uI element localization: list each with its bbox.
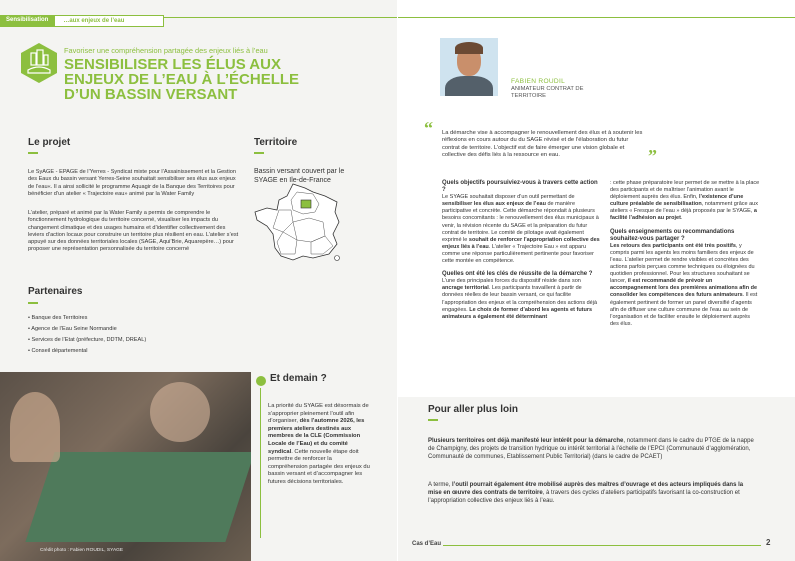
answer-3-d: . Il est également pertinent de former un panel diversifié d’agents afin de diffuser une culture commune de l’eau au sein de l’organisation et de faciliter ensuite le déploiement auprès des élus. xyxy=(610,292,758,327)
water-city-icon xyxy=(20,42,58,84)
answer-2-h: a facilité l’adhésion au projet xyxy=(610,208,757,222)
section-tag: Sensibilisation xyxy=(0,15,54,27)
answer-2-a: L’une des principales forces du dispositif réside dans son xyxy=(442,278,581,285)
answer-2-c: . Les participants travaillent à partir de données réelles de leur bassin versant, ce qui facilite l’appropriation des enjeux et la compréhension des actions déjà engagées. xyxy=(442,285,598,313)
answer-3-a: Les retours des participants ont été très positifs xyxy=(610,242,736,249)
projet-underline xyxy=(28,152,38,154)
section-tags xyxy=(0,15,164,27)
answer-2-e: : cette phase préparatoire leur permet de se mettre à la place des participants et de maîtriser l’animation avant le déploiement auprès des élus. Enfin, xyxy=(610,180,760,201)
person-role: ANIMATEUR CONTRAT DE TERRITOIRE xyxy=(511,86,584,99)
plus-p2-a: A terme, xyxy=(428,482,453,488)
portrait-body-shape xyxy=(445,76,493,96)
interview-column-right xyxy=(610,180,760,328)
open-quote-icon: “ xyxy=(424,118,433,138)
plus-p1-a: Plusieurs territoires ont déjà manifesté leur intérêt pour la démarche xyxy=(428,438,624,444)
demain-line xyxy=(260,388,261,538)
projet-paragraph-2: L’atelier, préparé et animé par la Water Family a permis de comprendre le fonctionnement hydrologique du territoire concerné, visualiser les impacts du changement climatique et des usages humains et d’identifier collectivement des leviers d’action locaux pour construire un territoire plus résilient en eau. L’atelier s’est appuyé sur des données territoriales locales (SAGE, Aqui’Brie, Aquarepère…) pour proposer une représentation personnalisée du territoire concerné xyxy=(28,210,239,253)
plus-loin-heading: Pour aller plus loin xyxy=(428,404,519,415)
demain-text xyxy=(268,403,372,487)
projet-paragraph-1: Le SyAGE - EPAGE de l’Yerres - Syndicat mixte pour l’Assainissement et la Gestion des Eaux du bassin versant Yerres-Seine souhaitait sensibiliser ses élus aux enjeux de l’eau«. Il a ainsi sollicité le programme Aquagir de la Banque des Territoires pour bénéficier d’un atelier « Trajectoire eau» animé par la Water Family xyxy=(28,169,236,197)
plus-p1-b: , notamment dans le cadre du PTGE de la nappe de Champigny, des projets de transition hydrique ou intérêt territorial à l’échelle de l’EPCI (Communauté d’agglomération, Communauté de communes, Etablissement Public Territorial) (dans le cadre de PCAET) xyxy=(428,438,754,460)
answer-2-d: Le choix de former d’abord les agents et futurs animateurs a également été déterminant xyxy=(442,306,593,320)
photo-table-shape xyxy=(25,452,251,542)
plus-loin-paragraph-2 xyxy=(428,482,758,505)
partenaires-underline xyxy=(28,302,38,304)
theme-tag: …aux enjeux de l’eau xyxy=(54,15,164,27)
question-1: Quels objectifs poursuiviez-vous à travers cette action ? xyxy=(442,180,598,194)
demain-text-c: . Cette nouvelle étape doit permettre de renforcer la compréhension partagée des enjeux du bassin versant et d’accompagner les futures décisions territoriales. xyxy=(268,448,370,485)
footer-brand: Cas d’Eau xyxy=(412,541,442,547)
quote-text: La démarche vise à accompagner le renouvellement des élus et à soutenir les réflexions en cours autour du du SAGE révisé et de l’élaboration du futur contrat de territoire. L’objectif est de faire émerger une vision globale et collective des défis liés à la ressource en eau. xyxy=(442,130,643,158)
list-item: • Services de l’Etat (préfecture, DDTM, DREAL) xyxy=(28,335,146,346)
right-page xyxy=(398,0,795,561)
plus-loin-paragraph-1 xyxy=(428,438,758,461)
page-title: SENSIBILISER LES ÉLUS AUX ENJEUX DE L’EAU À L’ÉCHELLE D’UN BASSIN VERSANT xyxy=(64,56,300,103)
question-2: Quelles ont été les clés de réussite de la démarche ? xyxy=(442,271,593,278)
answer-3-b: , y compris parmi les agents les moins familiers des enjeux de l’eau. L’atelier permet de rendre visibles et concrètes des actions parfois perçues comme techniques ou éloignées du quotidien professionnel. Pour les structures souhaitant se lancer, xyxy=(610,242,755,285)
interview-column-left xyxy=(442,180,600,321)
person-name: FABIEN ROUDIL xyxy=(511,78,566,85)
answer-1 xyxy=(442,194,600,265)
demain-marker xyxy=(256,376,266,386)
page-number: 2 xyxy=(766,538,771,547)
answer-2 xyxy=(442,278,600,321)
territoire-text: Bassin versant couvert par le SYAGE en Ile-de-France xyxy=(254,168,345,184)
list-item: • Agence de l’Eau Seine Normandie xyxy=(28,324,146,335)
photo-person-shape xyxy=(150,382,210,442)
top-divider xyxy=(398,17,795,18)
plus-loin-underline xyxy=(428,419,438,421)
answer-3 xyxy=(610,243,760,328)
plus-p2-b: l’outil pourrait également être mobilisé auprès des maîtres d’ouvrage et des acteurs impliqués dans la mise en œuvre des contrats de territoire xyxy=(428,482,744,496)
answer-2-i: . xyxy=(680,215,683,222)
left-page xyxy=(0,0,397,561)
plus-p2-c: , à travers des cycles d’ateliers participatifs favorisant la co-construction et l’appropriation collective des enjeux liés à l’eau. xyxy=(428,489,740,504)
answer-1-c: de manière participative et concrète. Cette démarche répondait à plusieurs besoins concomitants : le renouvellement des élus municipaux à venir, la révision récente du SAGE et la préparation du futur contrat de territoire. Le comité de pilotage avait également exprimé le xyxy=(442,201,599,243)
portrait-hair-shape xyxy=(455,42,483,54)
answer-1-d: souhait de renforcer l’appropriation collective des enjeux liés à l’eau xyxy=(442,236,600,250)
plus-loin-panel xyxy=(398,397,795,561)
answer-2-g: , notamment grâce aux ateliers « Fresque de l’eau » déjà proposés par le SYAGE, xyxy=(610,201,758,215)
answer-1-e: . L’atelier « Trajectoire Eau » est apparu comme une réponse particulièrement pertinente pour favoriser cette montée en compétence. xyxy=(442,243,594,265)
demain-text-b: dès l’automne 2026, les premiers ateliers destinés aux membres de la CLE (Commission Locale de l’Eau) et du comité syndical xyxy=(268,418,365,455)
partenaires-heading: Partenaires xyxy=(28,286,83,297)
answer-1-b: sensibiliser les élus aux enjeux de l’eau xyxy=(442,201,546,208)
answer-2-cont xyxy=(610,180,760,223)
projet-heading: Le projet xyxy=(28,137,71,148)
photo-person-shape xyxy=(10,392,60,462)
list-item: • Banque des Territoires xyxy=(28,313,146,324)
partenaires-list xyxy=(28,313,146,357)
demain-text-a: La priorité du SYAGE est désormais de s’approprier pleinement l’outil afin d’organiser, xyxy=(268,403,369,425)
territoire-underline xyxy=(254,152,264,154)
territoire-heading: Territoire xyxy=(254,137,298,148)
footer-divider xyxy=(443,545,761,546)
portrait-photo xyxy=(440,38,498,96)
photo-credit: Crédit photo : Fabien ROUDIL, SYAGE xyxy=(40,548,124,553)
answer-2-f: l’existence d’une culture préalable de sensibilisation xyxy=(610,194,744,208)
answer-3-c: il est recommandé de prévoir un accompagnement lors des premières animations afin de consolider les compétences des futurs animateurs xyxy=(610,278,758,299)
list-item: • Conseil départemental xyxy=(28,346,146,357)
workshop-photo xyxy=(0,372,251,561)
close-quote-icon: ” xyxy=(648,146,657,166)
answer-1-a: Le SYAGE souhaitait disposer d’un outil permettant de xyxy=(442,194,575,201)
page-subtitle: Favoriser une compréhension partagée des enjeux liés à l’eau xyxy=(64,46,268,55)
france-map xyxy=(253,182,345,262)
demain-heading: Et demain ? xyxy=(270,373,327,384)
question-3: Quels enseignements ou recommandations souhaitez-vous partager ? xyxy=(610,228,735,242)
answer-2-b: ancrage territorial xyxy=(442,285,489,292)
